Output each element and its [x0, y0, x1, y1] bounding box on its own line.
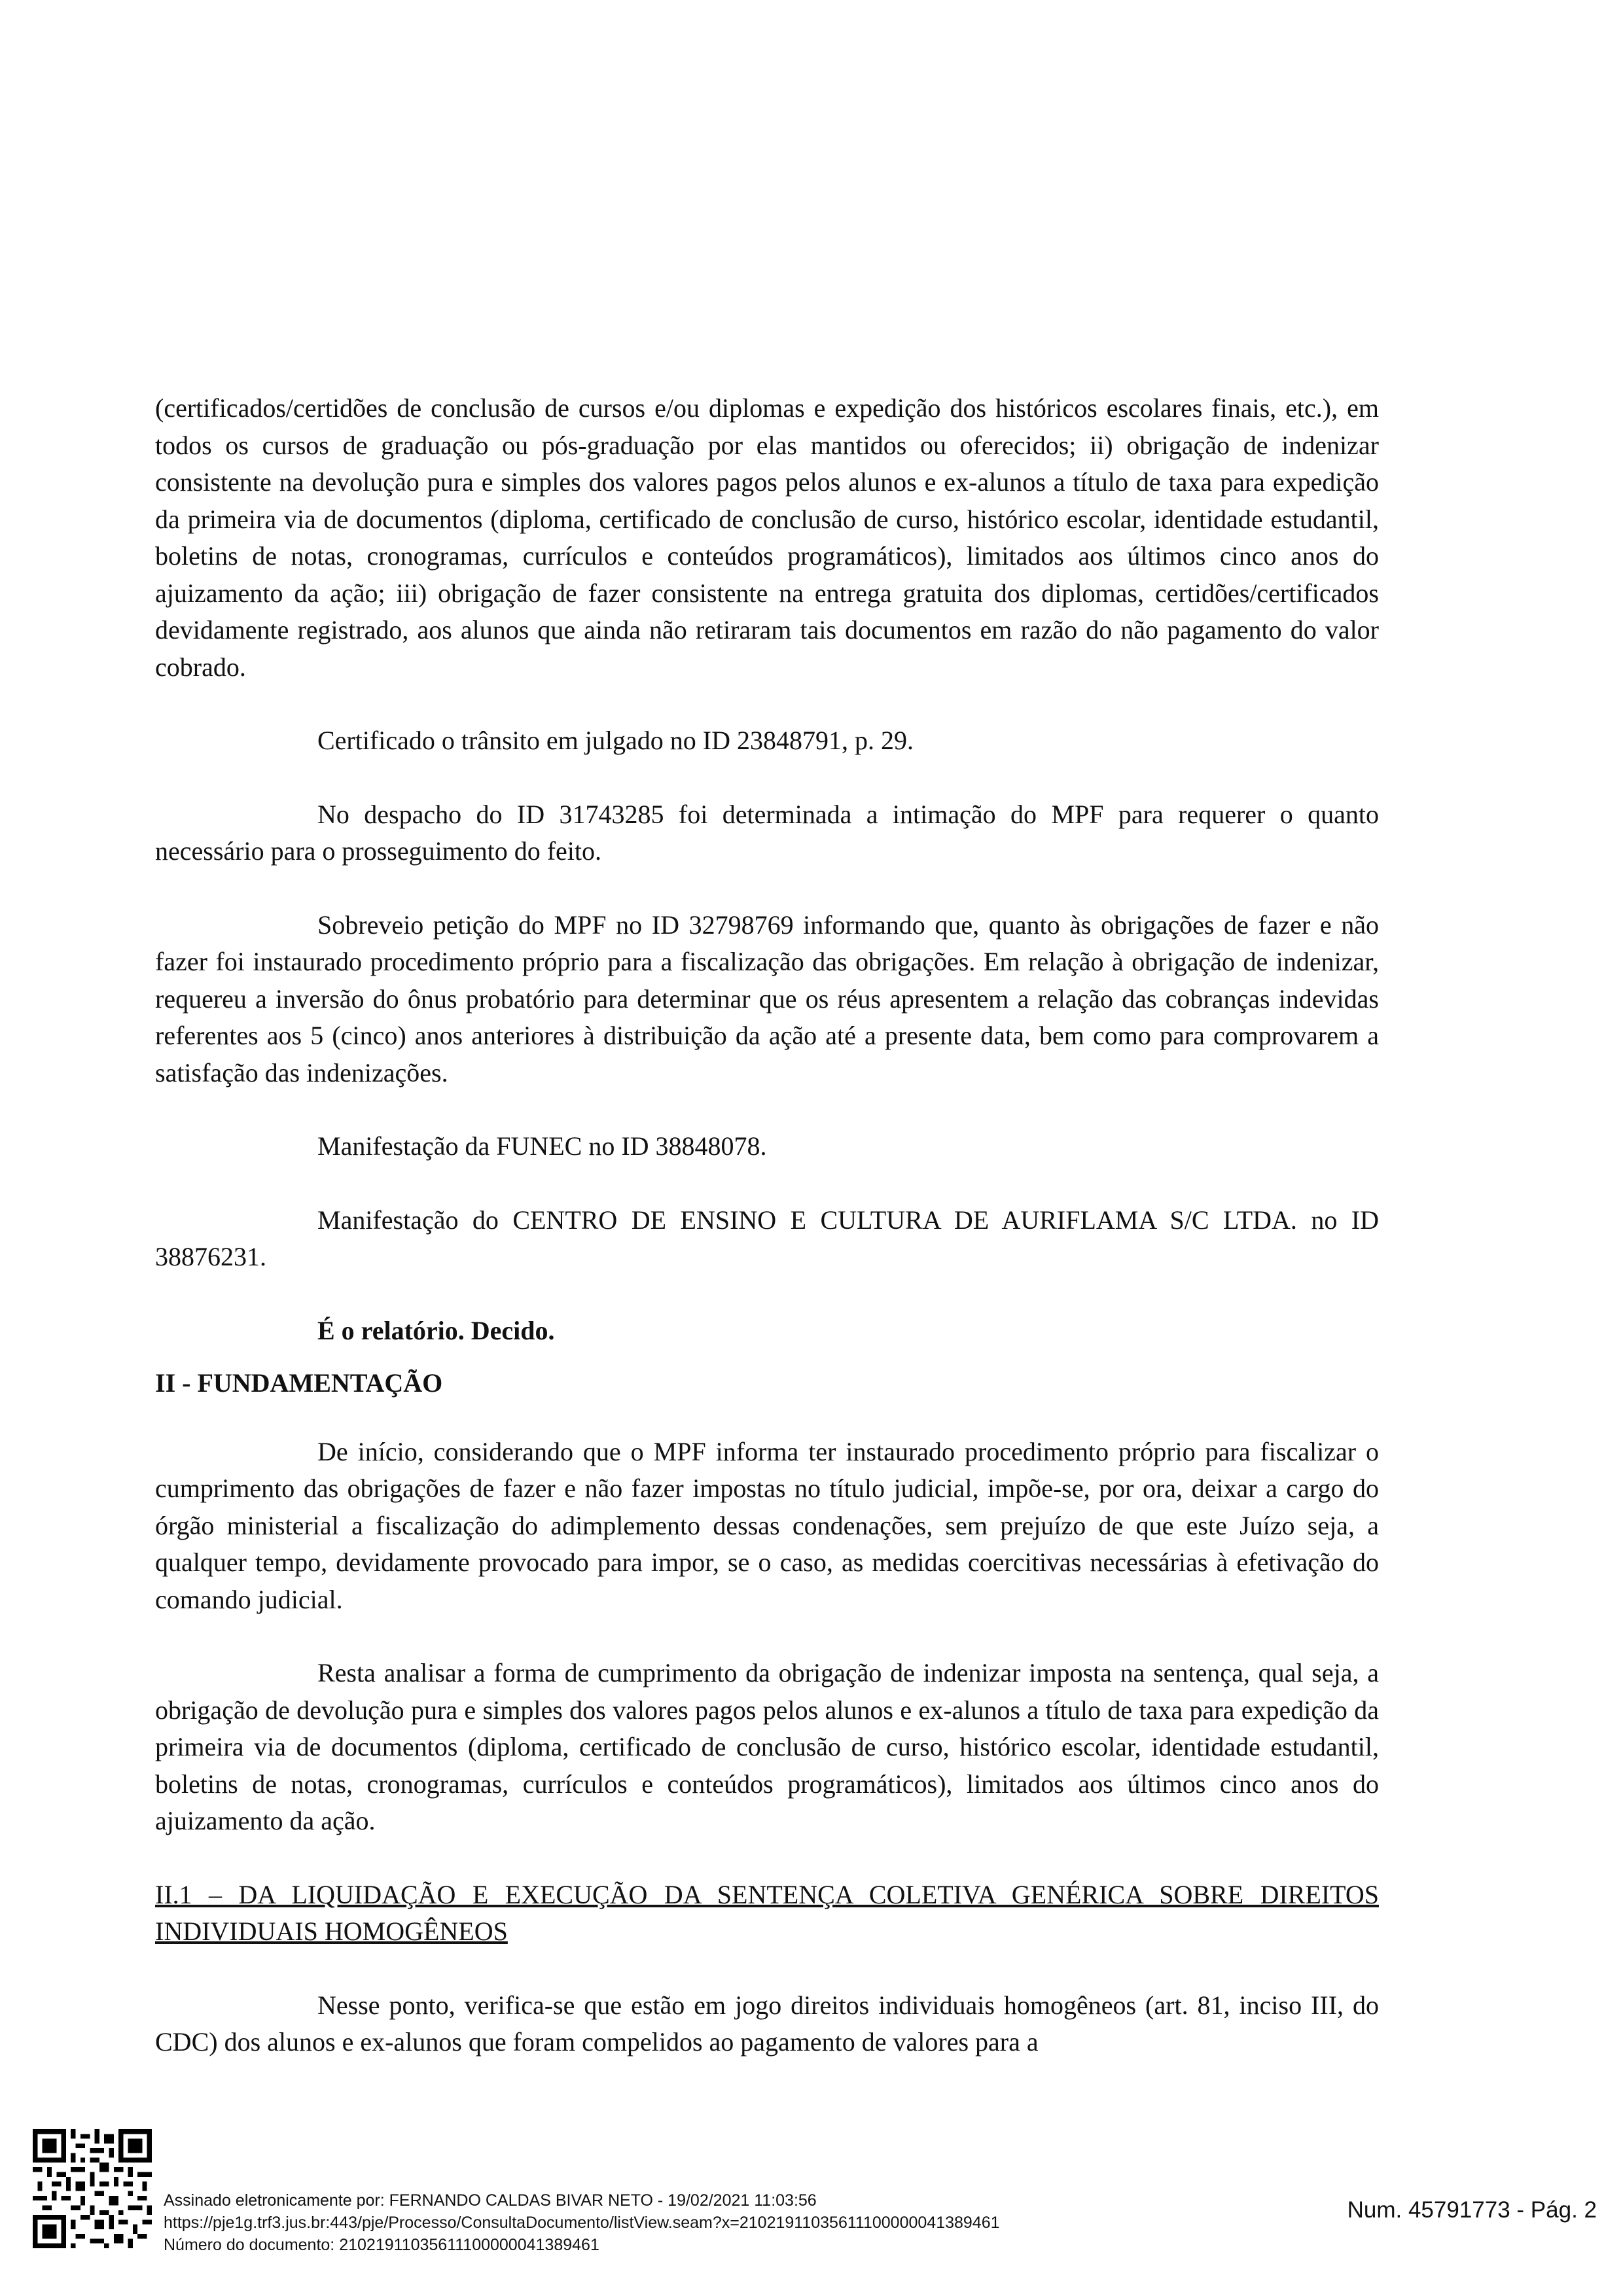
paragraph-resta-analisar: Resta analisar a forma de cumprimento da obrigação de indenizar imposta na sentença, qual seja, a obrigação de devolução pura e simples dos valores pagos pelos alunos e ex-alunos a título de taxa para expedição da primeira via de documentos (diploma, certificado de conclusão de curso, histórico escolar, identidade estudantil, boletins de notas, cronogramas, currículos e conteúdos programáticos), limitados aos últimos cinco anos do ajuizamento da ação.	[155, 1658, 1379, 1835]
signed-by-text: Assinado eletronicamente por: FERNANDO CALDAS BIVAR NETO - 19/02/2021 11:03:56	[164, 2191, 817, 2210]
document-body	[155, 390, 1379, 2061]
paragraph-manifestacao-centro: Manifestação do CENTRO DE ENSINO E CULTURA DE AURIFLAMA S/C LTDA. no ID 38876231.	[155, 1205, 1379, 1271]
paragraph-inicio: De início, considerando que o MPF informa ter instaurado procedimento próprio para fiscalizar o cumprimento das obrigações de fazer e não fazer impostas no título judicial, impõe-se, por ora, deixar a cargo do órgão ministerial a fiscalização do adimplemento dessas condenações, sem prejuízo de que este Juízo seja, a qualquer tempo, devidamente provocado para impor, se o caso, as medidas coercitivas necessárias à efetivação do comando judicial.	[155, 1436, 1379, 1614]
paragraph-relatorio: É o relatório. Decido.	[317, 1315, 555, 1345]
page-number: Num. 45791773 - Pág. 2	[1347, 2197, 1597, 2223]
paragraph-despacho: No despacho do ID 31743285 foi determinada a intimação do MPF para requerer o quanto necessário para o prosseguimento do feito.	[155, 799, 1379, 866]
section-heading-liquidacao: II.1 – DA LIQUIDAÇÃO E EXECUÇÃO DA SENTENÇA COLETIVA GENÉRICA SOBRE DIREITOS INDIVIDUAIS HOMOGÊNEOS	[155, 1879, 1379, 1946]
section-heading-fundamentacao: II - FUNDAMENTAÇÃO	[155, 1368, 443, 1398]
paragraph-transito-julgado: Certificado o trânsito em julgado no ID 23848791, p. 29.	[317, 726, 914, 755]
paragraph-manifestacao-funec: Manifestação da FUNEC no ID 38848078.	[317, 1131, 767, 1161]
qr-code-icon	[33, 2129, 152, 2248]
page-footer	[0, 2120, 1623, 2296]
signature-info	[164, 2189, 1000, 2256]
document-number: Número do documento: 21021911035611100000041389461	[164, 2236, 599, 2254]
paragraph-peticao-mpf: Sobreveio petição do MPF no ID 32798769 informando que, quanto às obrigações de fazer e não fazer foi instaurado procedimento próprio para a fiscalização das obrigações. Em relação à obrigação de indenizar, requereu a inversão do ônus probatório para determinar que os réus apresentem a relação das cobranças indevidas referentes aos 5 (cinco) anos anteriores à distribuição da ação até a presente data, bem como para comprovarem a satisfação das indenizações.	[155, 910, 1379, 1087]
paragraph-continuation: (certificados/certidões de conclusão de cursos e/ou diplomas e expedição dos históricos escolares finais, etc.), em todos os cursos de graduação ou pós-graduação por elas mantidos ou oferecidos; ii) obrigação de indenizar consistente na devolução pura e simples dos valores pagos pelos alunos e ex-alunos a título de taxa para expedição da primeira via de documentos (diploma, certificado de conclusão de curso, histórico escolar, identidade estudantil, boletins de notas, cronogramas, currículos e conteúdos programáticos), limitados aos últimos cinco anos do ajuizamento da ação; iii) obrigação de fazer consistente na entrega gratuita dos diplomas, certidões/certificados devidamente registrado, aos alunos que ainda não retiraram tais documentos em razão do não pagamento do valor cobrado.	[155, 393, 1379, 682]
paragraph-nesse-ponto: Nesse ponto, verifica-se que estão em jogo direitos individuais homogêneos (art. 81, inciso III, do CDC) dos alunos e ex-alunos que foram compelidos ao pagamento de valores para a	[155, 1990, 1379, 2057]
document-url[interactable]: https://pje1g.trf3.jus.br:443/pje/Processo/ConsultaDocumento/listView.seam?x=21021911035611100000041389461	[164, 2214, 1000, 2232]
